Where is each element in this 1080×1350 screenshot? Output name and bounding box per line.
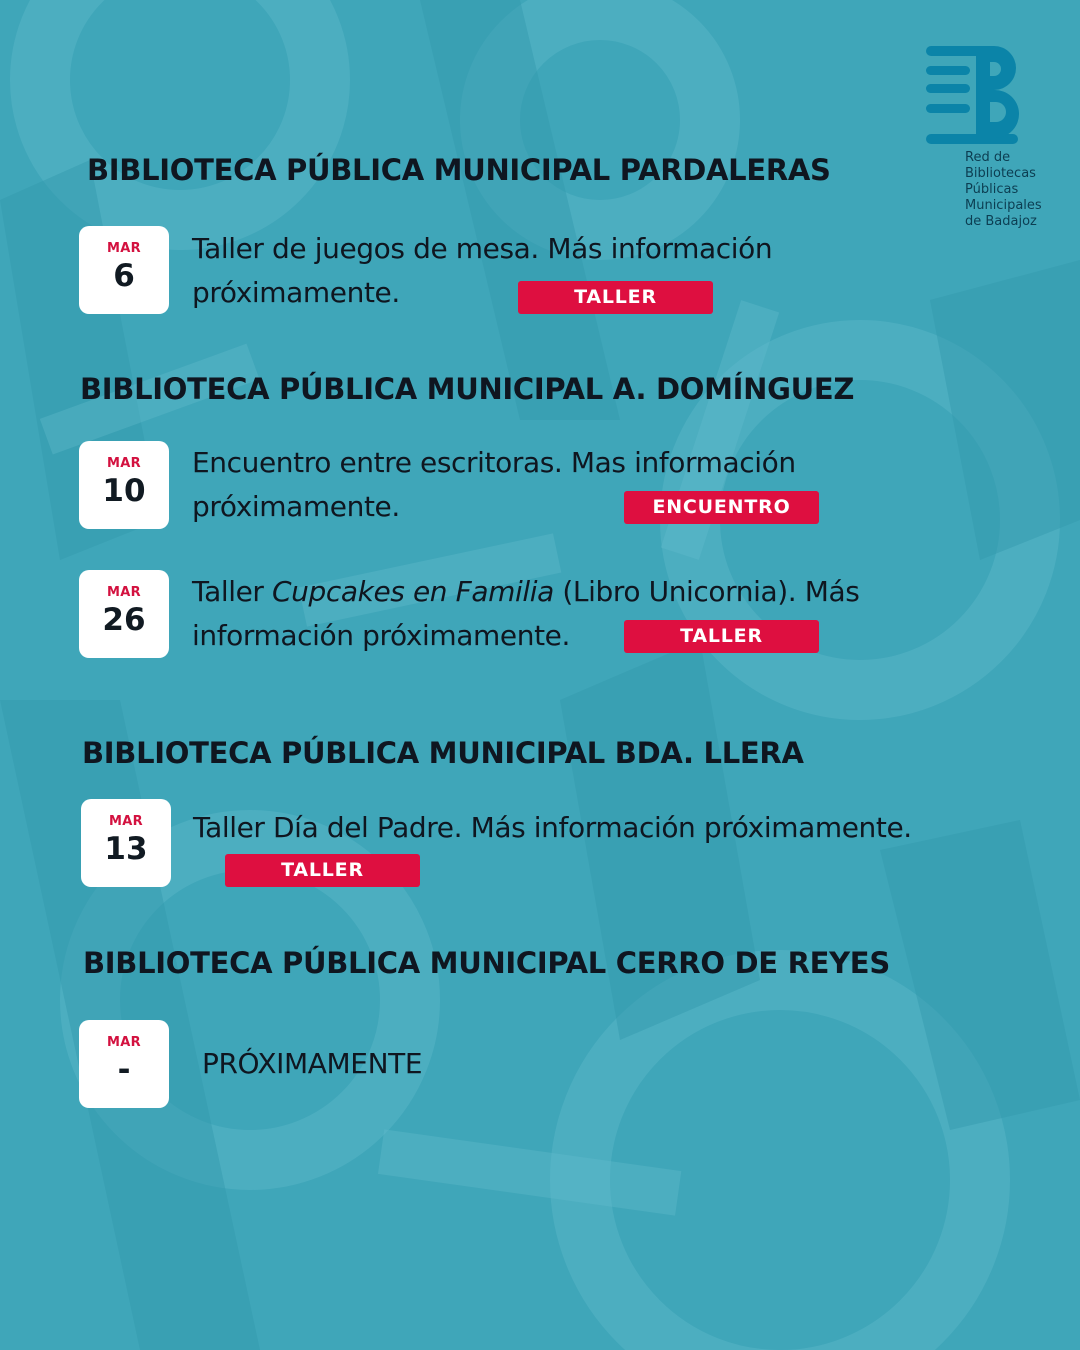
date-card <box>79 226 169 314</box>
tag-taller[interactable]: TALLER <box>518 281 713 314</box>
date-day: 6 <box>113 258 135 294</box>
date-month: MAR <box>107 585 141 600</box>
bb-logo-icon <box>920 44 1030 148</box>
date-card <box>79 441 169 529</box>
date-card <box>79 1020 169 1108</box>
date-day: 10 <box>102 473 146 509</box>
date-month: MAR <box>109 814 143 829</box>
event-description: Taller Cupcakes en Familia (Libro Unicornia). Más información próximamente. <box>192 575 860 652</box>
date-day: 13 <box>104 831 148 867</box>
date-card <box>79 570 169 658</box>
section-title-cerro-de-reyes: BIBLIOTECA PÚBLICA MUNICIPAL CERRO DE REYES <box>83 946 890 980</box>
date-card <box>81 799 171 887</box>
book-title: Cupcakes en Familia <box>272 575 554 608</box>
section-title-a-dominguez: BIBLIOTECA PÚBLICA MUNICIPAL A. DOMÍNGUEZ <box>80 372 855 406</box>
tag-encuentro[interactable]: ENCUENTRO <box>624 491 819 524</box>
date-month: MAR <box>107 241 141 256</box>
event-description: Taller Día del Padre. Más información próximamente. <box>193 811 912 844</box>
event-description: PRÓXIMAMENTE <box>202 1047 423 1080</box>
section-title-pardaleras: BIBLIOTECA PÚBLICA MUNICIPAL PARDALERAS <box>87 153 831 187</box>
tag-taller[interactable]: TALLER <box>225 854 420 887</box>
logo-caption: Red de Bibliotecas Públicas Municipales de Badajoz <box>965 150 1042 229</box>
date-month: MAR <box>107 456 141 471</box>
date-day: - <box>117 1052 131 1088</box>
tag-taller[interactable]: TALLER <box>624 620 819 653</box>
date-month: MAR <box>107 1035 141 1050</box>
event-description: Encuentro entre escritoras. Mas información próximamente. <box>192 446 796 523</box>
event-description: Taller de juegos de mesa. Más información próximamente. <box>192 232 773 309</box>
section-title-bda-llera: BIBLIOTECA PÚBLICA MUNICIPAL BDA. LLERA <box>82 736 804 770</box>
library-network-logo <box>920 44 1050 234</box>
date-day: 26 <box>102 602 146 638</box>
